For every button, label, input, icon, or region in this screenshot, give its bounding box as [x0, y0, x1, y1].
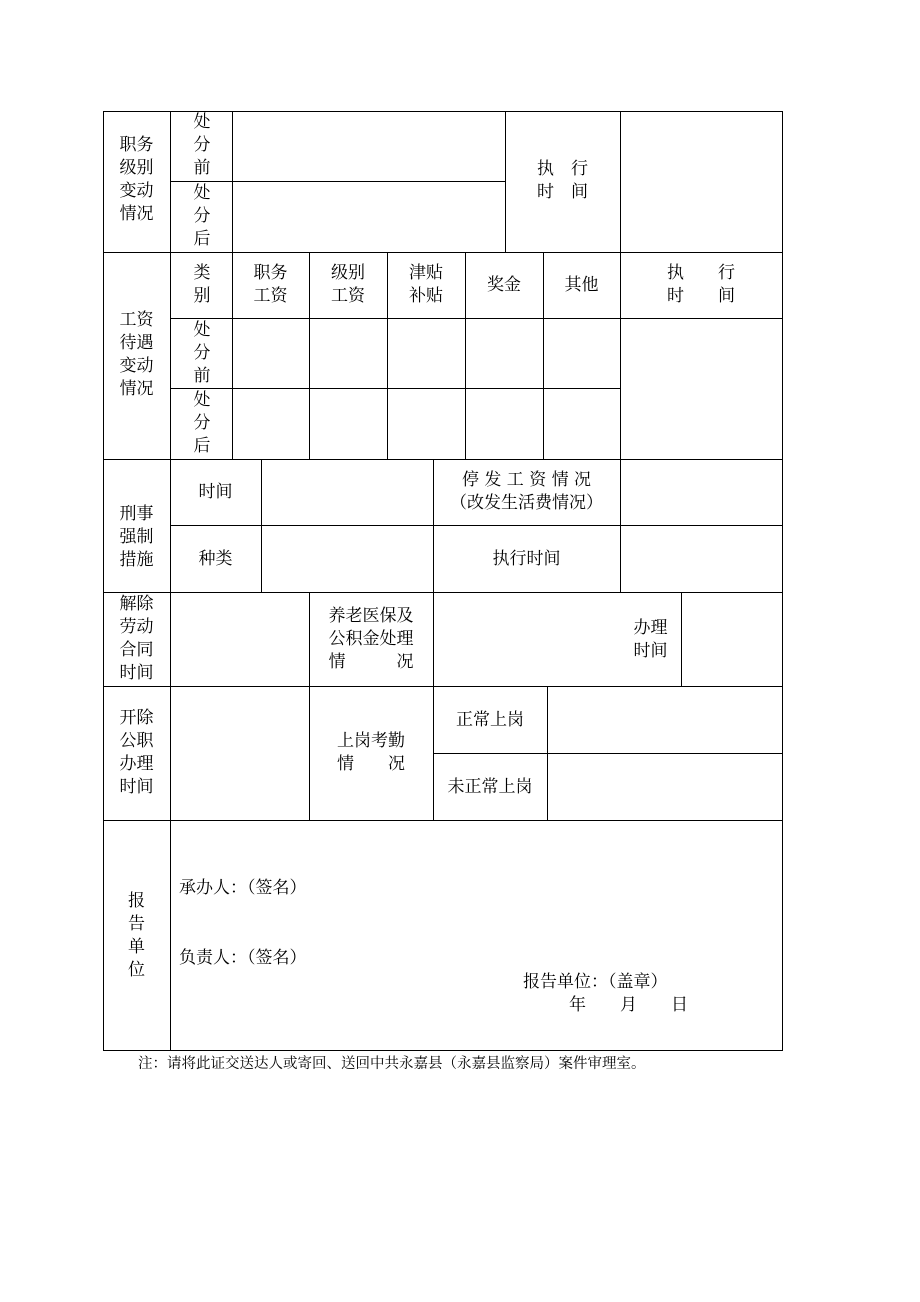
rule-h: [170, 318, 783, 319]
rule-v: [505, 111, 506, 252]
criminal-time-label: 时间: [198, 482, 233, 502]
position-after-label: 处 分 后: [193, 183, 211, 249]
labor-contract-label: 解除 劳动 合同 时间: [119, 594, 154, 683]
footer-note: 注：请将此证交送达人或寄回、送回中共永嘉县（永嘉县监察局）案件审理室。: [138, 1056, 646, 1072]
rule-h: [103, 820, 783, 821]
rule-h: [103, 686, 783, 687]
rule-v: [261, 459, 262, 592]
salary-before-label: 处 分 前: [193, 320, 211, 386]
rule-v: [309, 592, 310, 820]
rule-v: [547, 686, 548, 820]
rule-v: [433, 459, 434, 820]
responsible-signature: 负责人：（签名）: [179, 948, 307, 968]
dismissal-label: 开除 公职 办理 时间: [119, 708, 154, 797]
rule-v: [232, 111, 233, 459]
salary-category-header: 类 别: [193, 263, 211, 306]
normal-duty-label: 正常上岗: [456, 710, 524, 730]
report-unit-label: 报 告 单 位: [128, 891, 145, 980]
wage-suspension-label: 停 发 工 资 情 况 （改发生活费情况）: [450, 470, 603, 513]
abnormal-duty-label: 未正常上岗: [447, 777, 533, 797]
report-date: 年 月 日: [569, 995, 688, 1015]
unit-seal: 报告单位：（盖章）: [523, 972, 668, 992]
rule-v: [465, 252, 466, 459]
position-before-label: 处 分 前: [193, 112, 211, 178]
salary-exec-time-header: 执 行 时 间: [667, 263, 735, 306]
salary-change-label: 工资 待遇 变动 情况: [119, 310, 154, 399]
report-form: [103, 111, 783, 1051]
position-exec-time-label: 执 行 时 间: [537, 159, 588, 202]
rule-v: [543, 252, 544, 459]
grade-wage-header: 级别 工资: [331, 263, 365, 306]
attendance-label: 上岗考勤 情 况: [337, 731, 405, 774]
rule-h: [170, 388, 620, 389]
salary-after-label: 处 分 后: [193, 390, 211, 456]
rule-h: [433, 753, 783, 754]
criminal-exec-time-label: 执行时间: [492, 549, 561, 569]
bonus-header: 奖金: [487, 275, 521, 295]
other-header: 其他: [564, 275, 599, 295]
rule-v: [681, 592, 682, 686]
rule-h: [103, 459, 783, 460]
rule-left: [103, 111, 104, 1051]
pension-handling-label: 养老医保及 公积金处理 情 况: [328, 606, 414, 672]
rule-bottom: [103, 1050, 783, 1051]
rule-v: [170, 111, 171, 1051]
rule-h: [103, 252, 783, 253]
rule-v: [387, 252, 388, 459]
handle-time-label: 办理 时间: [633, 618, 668, 661]
position-change-label: 职务 级别 变动 情况: [119, 135, 154, 224]
allowance-header: 津贴 补贴: [409, 263, 443, 306]
rule-right: [782, 111, 783, 1051]
position-wage-header: 职务 工资: [253, 263, 288, 306]
criminal-kind-label: 种类: [198, 549, 233, 569]
rule-v: [309, 252, 310, 459]
criminal-label: 刑事 强制 措施: [119, 504, 154, 570]
rule-v: [620, 111, 621, 592]
handler-signature: 承办人：（签名）: [179, 878, 307, 898]
